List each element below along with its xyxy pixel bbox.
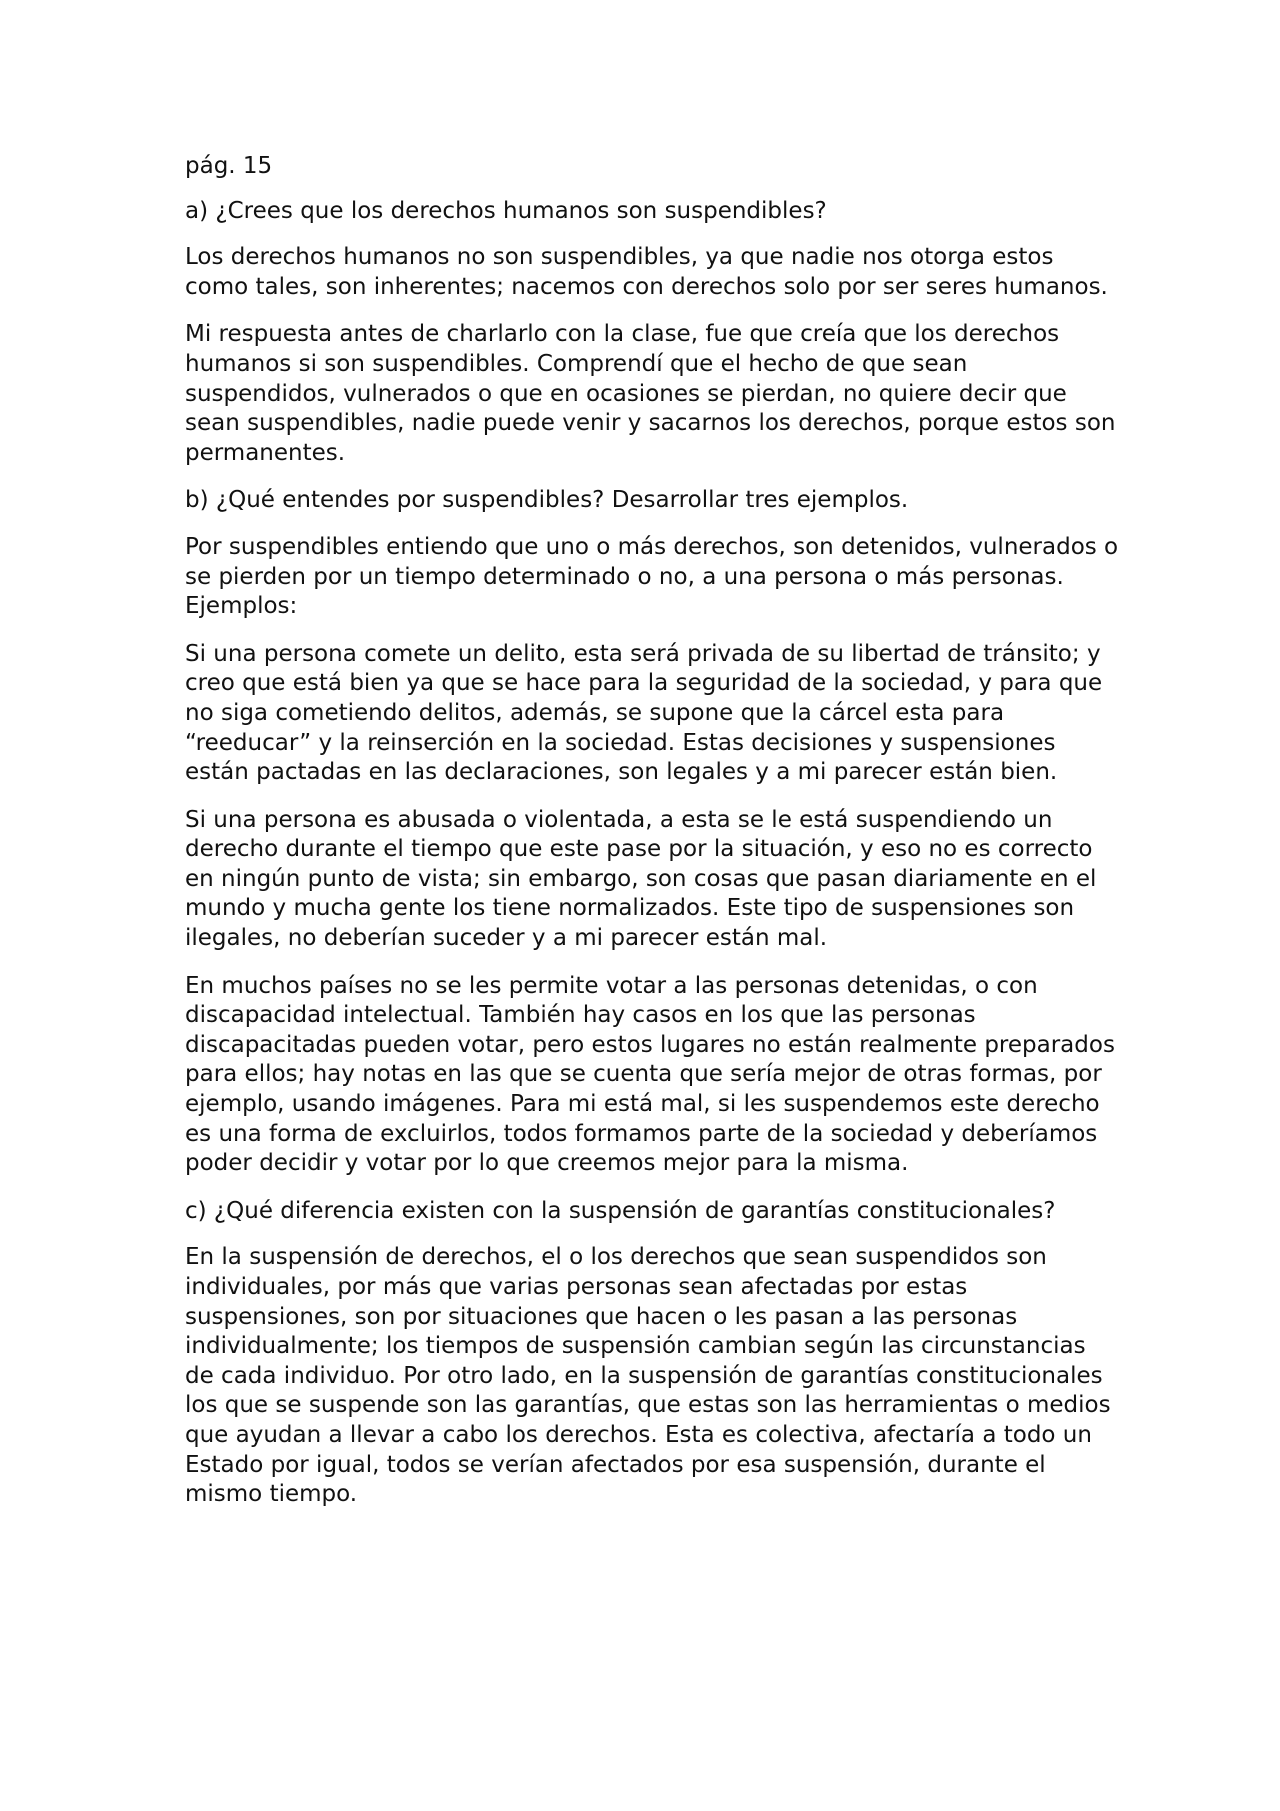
question-b: b) ¿Qué entendes por suspendibles? Desarrollar tres ejemplos.	[185, 487, 909, 514]
answer-a-paragraph-1: Los derechos humanos no son suspendibles, ya que nadie nos otorga estos como tales, son inherentes; nacemos con derechos solo por ser seres humanos.	[185, 244, 1108, 300]
page-number: pág. 15	[185, 153, 273, 179]
answer-b-paragraph-1: Por suspendibles entiendo que uno o más derechos, son detenidos, vulnerados o se pierden por un tiempo determinado o no, a una persona o más personas. Ejemplos:	[185, 533, 1119, 620]
answer-b-paragraph-4: En muchos países no se les permite votar a las personas detenidas, o con discapacidad intelectual. También hay casos en los que las personas discapacitadas pueden votar, pero estos lugares no están realmente preparados para ellos; hay notas en las que se cuenta que sería mejor de otras formas, por ejemplo, usando imágenes. Para mi está mal, si les suspendemos este derecho es una forma de excluirlos, todos formamos parte de la sociedad y deberíamos poder decidir y votar por lo que creemos mejor para la misma.	[185, 972, 1115, 1177]
answer-b-paragraph-3: Si una persona es abusada o violentada, a esta se le está suspendiendo un derecho durante el tiempo que este pase por la situación, y eso no es correcto en ningún punto de vista; sin embargo, son cosas que pasan diariamente en el mundo y mucha gente los tiene normalizados. Este tipo de suspensiones son ilegales, no deberían suceder y a mi parecer están mal.	[185, 806, 1097, 952]
answer-b-paragraph-2: Si una persona comete un delito, esta será privada de su libertad de tránsito; y creo que está bien ya que se hace para la seguridad de la sociedad, y para que no siga cometiendo delitos, además, se supone que la cárcel esta para “reeducar” y la reinserción en la sociedad. Estas decisiones y suspensiones están pactadas en las declaraciones, son legales y a mi parecer están bien.	[185, 640, 1103, 786]
answer-a-paragraph-2: Mi respuesta antes de charlarlo con la clase, fue que creía que los derechos humanos si son suspendibles. Comprendí que el hecho de que sean suspendidos, vulnerados o que en ocasiones se pierdan, no quiere decir que sean suspendibles, nadie puede venir y sacarnos los derechos, porque estos son permanentes.	[185, 321, 1116, 466]
question-a: a) ¿Crees que los derechos humanos son suspendibles?	[185, 197, 827, 224]
answer-c-paragraph-1: En la suspensión de derechos, el o los derechos que sean suspendidos son individuales, por más que varias personas sean afectadas por estas suspensiones, son por situaciones que hacen o les pasan a las personas individualmente; los tiempos de suspensión cambian según las circunstancias de cada individuo. Por otro lado, en la suspensión de garantías constitucionales los que se suspende son las garantías, que estas son las herramientas o medios que ayudan a llevar a cabo los derechos. Esta es colectiva, afectaría a todo un Estado por igual, todos se verían afectados por esa suspensión, durante el mismo tiempo.	[185, 1244, 1111, 1508]
question-c: c) ¿Qué diferencia existen con la suspensión de garantías constitucionales?	[185, 1197, 1056, 1224]
